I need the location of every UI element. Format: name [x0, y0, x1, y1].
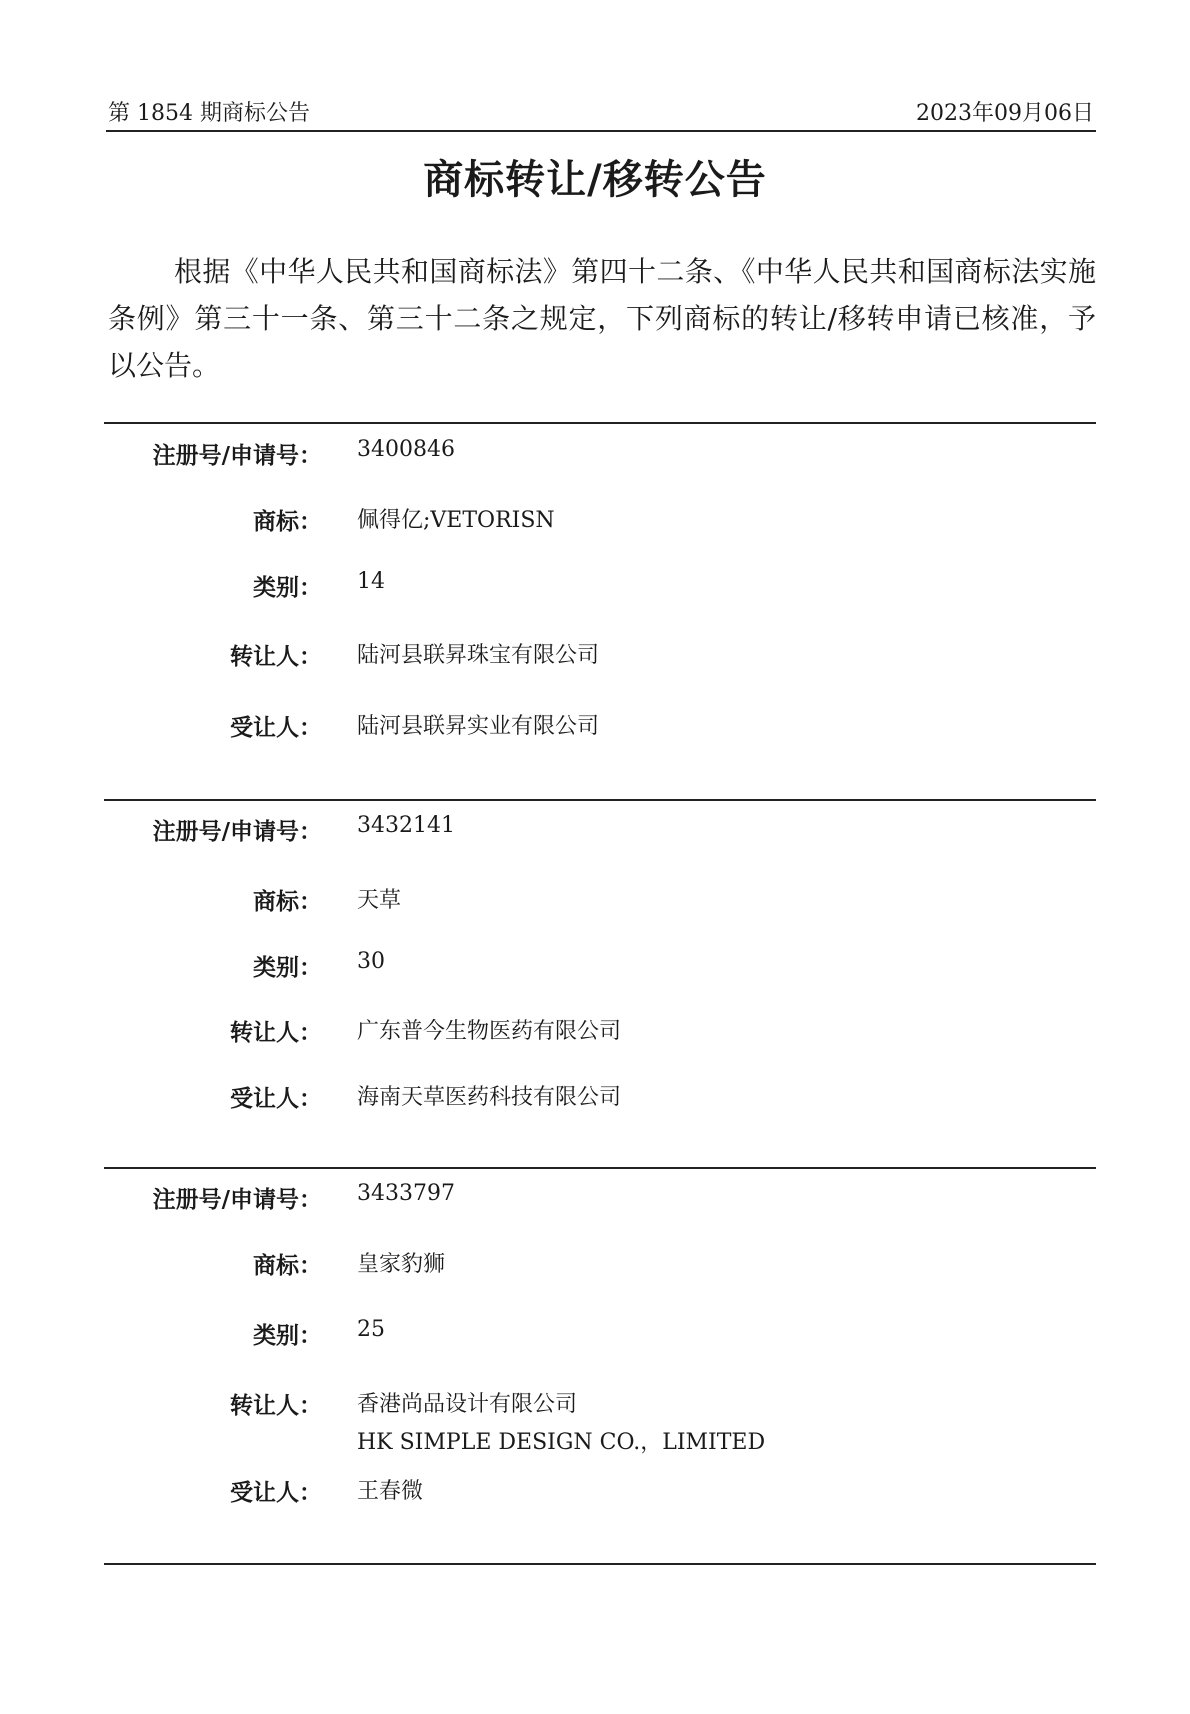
class-value: 14 — [357, 569, 385, 594]
assignor-english-name: HK SIMPLE DESIGN CO.，LIMITED — [357, 1430, 766, 1455]
class-label: 类别： — [253, 1323, 322, 1349]
assignee-label: 受让人： — [230, 1480, 322, 1506]
assignee-row — [0, 1080, 1190, 1112]
assignee-value: 陆河县联昇实业有限公司 — [357, 714, 600, 739]
mark-value: 天草 — [357, 888, 402, 913]
class-value: 30 — [357, 949, 385, 974]
mark-value: 佩得亿;VETORISN — [357, 508, 555, 533]
class-row — [0, 569, 1190, 601]
reg-no-row — [0, 813, 1190, 845]
page-title: 商标转让/移转公告 — [423, 157, 767, 203]
assignor-value: 广东普今生物医药有限公司 — [357, 1019, 622, 1044]
reg-no-value: 3400846 — [357, 437, 455, 462]
assignee-row — [0, 709, 1190, 741]
entry-divider — [104, 1563, 1096, 1565]
assignor-value: 陆河县联昇珠宝有限公司 — [357, 643, 600, 668]
class-label: 类别： — [253, 955, 322, 981]
class-label: 类别： — [253, 575, 322, 601]
class-value: 25 — [357, 1317, 385, 1342]
mark-label: 商标： — [253, 509, 322, 535]
intro-paragraph: 根据《中华人民共和国商标法》第四十二条、《中华人民共和国商标法实施条例》第三十一条、第三十二条之规定，下列商标的转让/移转申请已核准，予以公告。 — [108, 255, 1096, 382]
reg-no-value: 3433797 — [357, 1181, 455, 1206]
assignor-label: 转让人： — [230, 1020, 322, 1046]
assignee-value: 海南天草医药科技有限公司 — [357, 1085, 622, 1110]
assignor-value: 香港尚品设计有限公司 — [357, 1392, 578, 1417]
reg-no-value: 3432141 — [357, 813, 455, 838]
assignee-row — [0, 1474, 1190, 1506]
class-row — [0, 1317, 1190, 1349]
reg-no-label: 注册号/申请号： — [152, 819, 322, 845]
mark-label: 商标： — [253, 1253, 322, 1279]
entry-divider — [104, 422, 1096, 424]
reg-no-label: 注册号/申请号： — [152, 1187, 322, 1213]
assignee-label: 受让人： — [230, 1086, 322, 1112]
reg-no-row — [0, 1181, 1190, 1213]
reg-no-label: 注册号/申请号： — [152, 443, 322, 469]
mark-row — [0, 883, 1190, 915]
mark-row — [0, 503, 1190, 535]
assignor-row — [0, 1387, 1190, 1455]
entry-divider — [104, 799, 1096, 801]
mark-label: 商标： — [253, 889, 322, 915]
assignee-value: 王春微 — [357, 1479, 424, 1504]
mark-value: 皇家豹狮 — [357, 1252, 446, 1277]
page-header — [106, 90, 1096, 132]
entry-divider — [104, 1167, 1096, 1169]
class-row — [0, 949, 1190, 981]
assignor-row — [0, 1014, 1190, 1046]
mark-row — [0, 1247, 1190, 1279]
reg-no-row — [0, 437, 1190, 469]
assignee-label: 受让人： — [230, 715, 322, 741]
issue-number: 第 1854 期商标公告 — [108, 101, 310, 126]
assignor-row — [0, 638, 1190, 670]
assignor-label: 转让人： — [230, 644, 322, 670]
assignor-label: 转让人： — [230, 1393, 322, 1419]
issue-date: 2023年09月06日 — [916, 101, 1094, 126]
